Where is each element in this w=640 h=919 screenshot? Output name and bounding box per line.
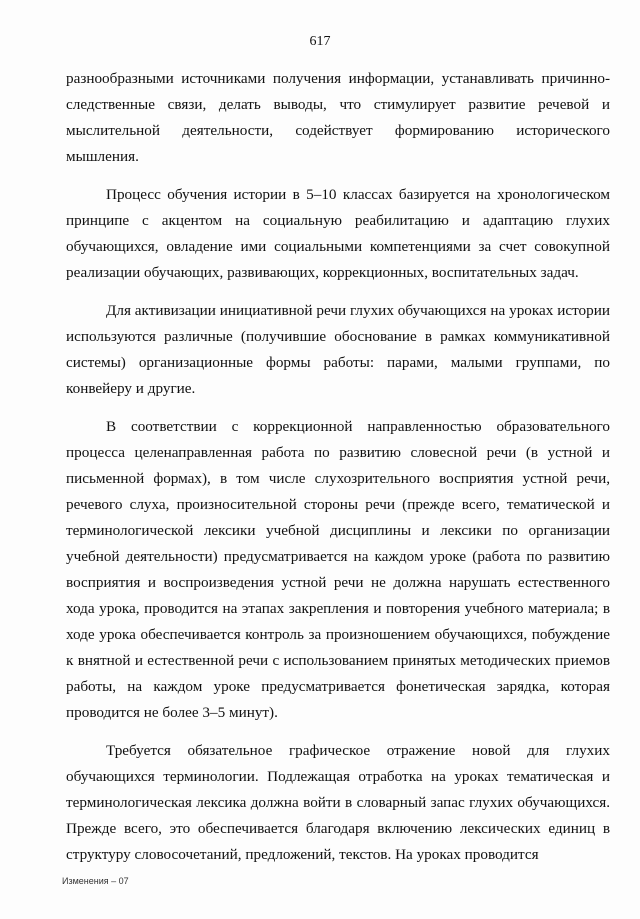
paragraph-1: разнообразными источниками получения информации, устанавливать причинно-следственные связи, делать выводы, что стимулирует развитие речевой и мыслительной деятельности, содействует формированию исторического мышления.	[66, 70, 610, 165]
paragraph-2: Процесс обучения истории в 5–10 классах базируется на хронологическом принципе с акцентом на социальную реабилитацию и адаптацию глухих обучающихся, овладение ими социальными компетенциями за счет совокупной реализации обучающих, развивающих, коррекционных, воспитательных задач.	[66, 186, 610, 281]
paragraph-5: Требуется обязательное графическое отражение новой для глухих обучающихся терминологии. Подлежащая отработка на уроках тематическая и терминологическая лексика должна войти в словарный запас глухих обучающихся. Прежде всего, это обеспечивается благодаря включению лексических единиц в структуру словосочетаний, предложений, текстов. На уроках проводится	[66, 742, 610, 863]
page-number: 617	[309, 34, 331, 49]
paragraph-3: Для активизации инициативной речи глухих обучающихся на уроках истории используются различные (получившие обоснование в рамках коммуникативной системы) организационные формы работы: парами, малыми группами, по конвейеру и другие.	[66, 302, 610, 397]
paragraph-4: В соответствии с коррекционной направленностью образовательного процесса целенаправленная работа по развитию словесной речи (в устной и письменной формах), в том числе слухозрительного восприятия устной речи, речевого слуха, произносительной стороны речи (прежде всего, тематической и терминологической лексики учебной дисциплины и лексики по организации учебной деятельности) предусматривается на каждом уроке (работа по развитию восприятия и воспроизведения устной речи не должна нарушать естественного хода урока, проводится на этапах закрепления и повторения учебного материала; в ходе урока обеспечивается контроль за произношением обучающихся, побуждение к внятной и естественной речи с использованием принятых методических приемов работы, на каждом уроке предусматривается фонетическая зарядка, которая проводится не более 3–5 минут).	[66, 418, 610, 721]
revision-footer: Изменения – 07	[62, 876, 129, 886]
document-body	[66, 66, 610, 880]
